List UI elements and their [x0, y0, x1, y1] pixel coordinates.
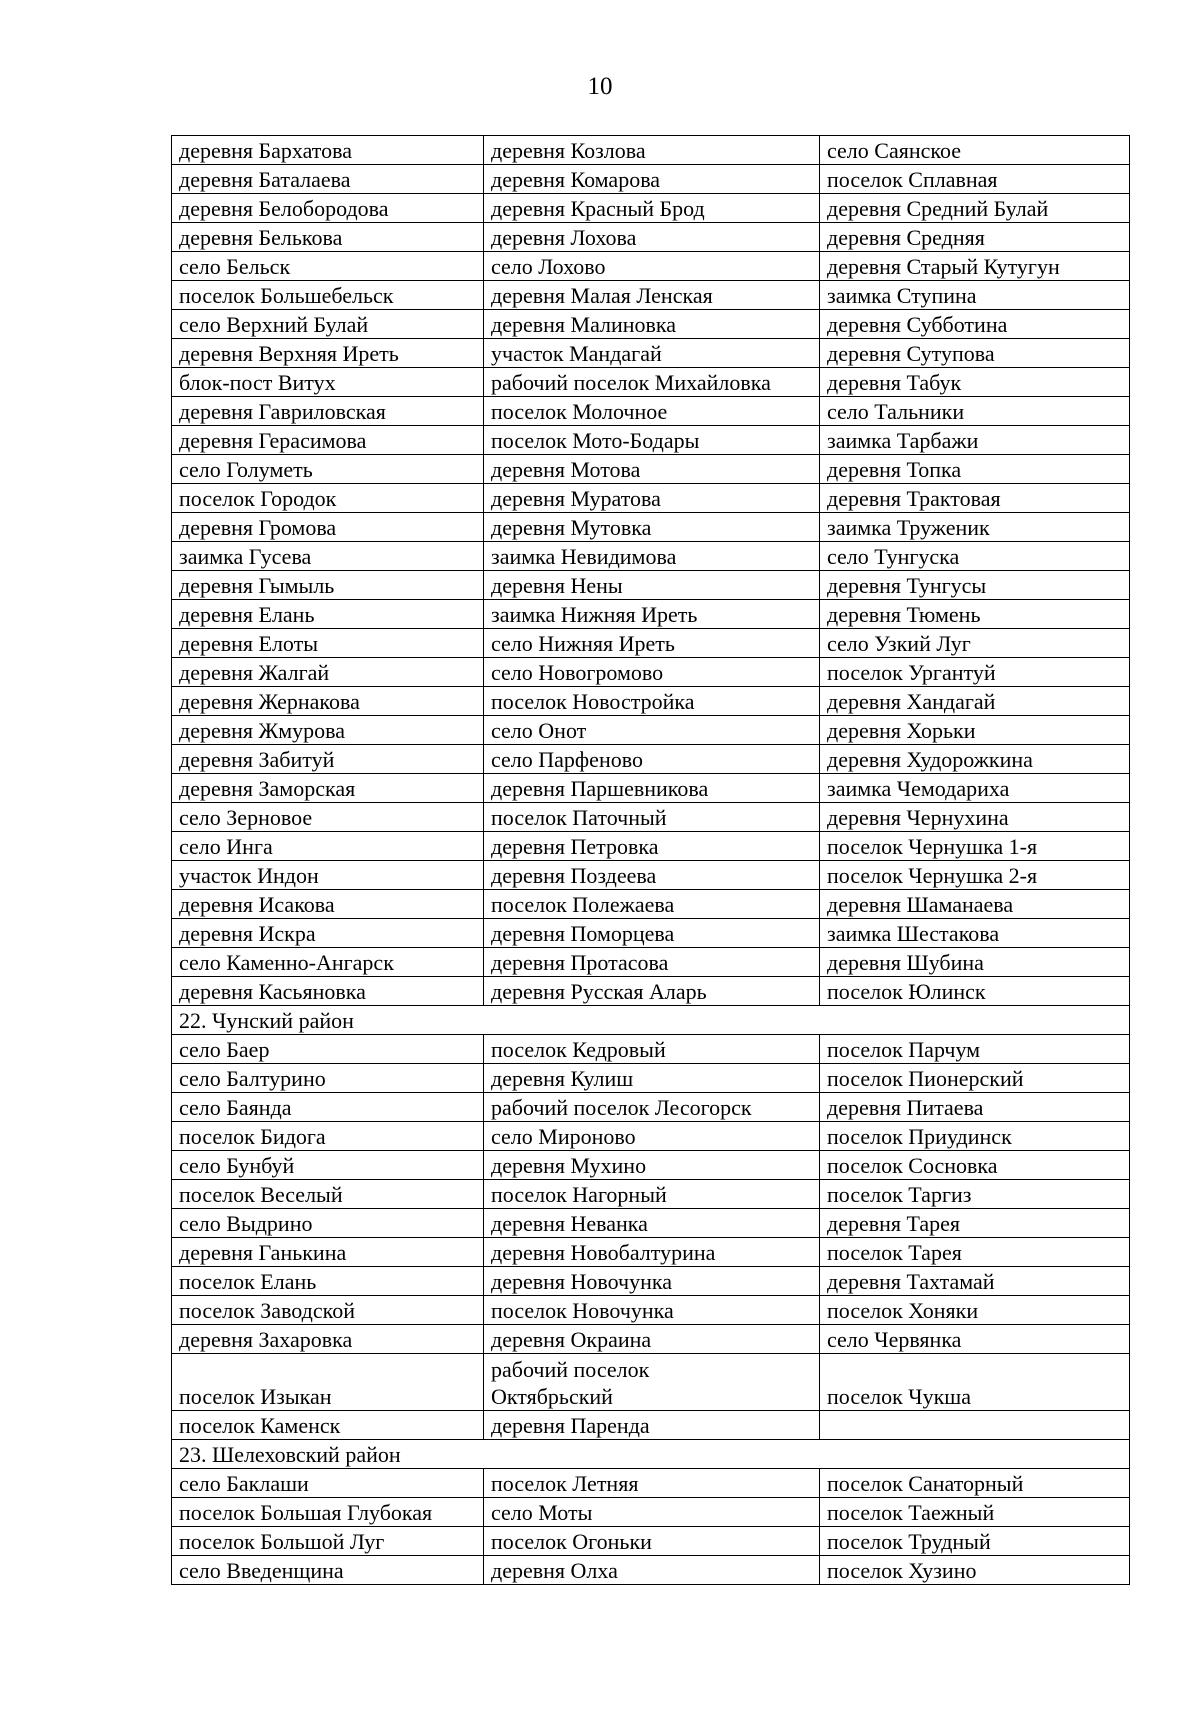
- table-cell: село Зерновое: [172, 803, 484, 832]
- table-cell: поселок Таежный: [820, 1498, 1130, 1527]
- table-cell: заимка Тарбажи: [820, 426, 1130, 455]
- table-cell: деревня Топка: [820, 455, 1130, 484]
- table-cell: село Каменно-Ангарск: [172, 948, 484, 977]
- table-row: [172, 194, 1130, 223]
- table-row: [172, 252, 1130, 281]
- table-cell: село Саянское: [820, 136, 1130, 165]
- table-cell: поселок Пионерский: [820, 1064, 1130, 1093]
- table-cell: село Новогромово: [484, 658, 820, 687]
- table-row: [172, 368, 1130, 397]
- table-cell: поселок Тарея: [820, 1238, 1130, 1267]
- table-cell: поселок Приудинск: [820, 1122, 1130, 1151]
- table-cell: деревня Искра: [172, 919, 484, 948]
- table-cell: поселок Полежаева: [484, 890, 820, 919]
- table-row: [172, 310, 1130, 339]
- table-cell: поселок Санаторный: [820, 1469, 1130, 1498]
- table-cell: поселок Огоньки: [484, 1527, 820, 1556]
- table-cell: поселок Мото-Бодары: [484, 426, 820, 455]
- table-cell: деревня Заморская: [172, 774, 484, 803]
- table-cell: деревня Паршевникова: [484, 774, 820, 803]
- table-cell: деревня Мотова: [484, 455, 820, 484]
- table-cell: село Выдрино: [172, 1209, 484, 1238]
- table-row: [172, 1411, 1130, 1440]
- table-cell: заимка Гусева: [172, 542, 484, 571]
- table-cell: деревня Малая Ленская: [484, 281, 820, 310]
- table-cell: деревня Гавриловская: [172, 397, 484, 426]
- table-cell: поселок Городок: [172, 484, 484, 513]
- table-row: [172, 745, 1130, 774]
- table-cell: деревня Трактовая: [820, 484, 1130, 513]
- table-row: [172, 1267, 1130, 1296]
- table-row: [172, 1325, 1130, 1354]
- table-cell: поселок Юлинск: [820, 977, 1130, 1006]
- table-cell: деревня Жалгай: [172, 658, 484, 687]
- table-cell: село Лохово: [484, 252, 820, 281]
- table-cell: заимка Шестакова: [820, 919, 1130, 948]
- table-cell: деревня Русская Аларь: [484, 977, 820, 1006]
- table-cell: деревня Олха: [484, 1556, 820, 1585]
- table-cell: деревня Баталаева: [172, 165, 484, 194]
- table-row: [172, 165, 1130, 194]
- table-cell: рабочий поселок Михайловка: [484, 368, 820, 397]
- table-row: [172, 1064, 1130, 1093]
- table-cell: блок-пост Витух: [172, 368, 484, 397]
- table-cell: село Нижняя Иреть: [484, 629, 820, 658]
- table-cell: поселок Кедровый: [484, 1035, 820, 1064]
- table-cell: село Бельск: [172, 252, 484, 281]
- table-cell: поселок Трудный: [820, 1527, 1130, 1556]
- table-cell: деревня Сутупова: [820, 339, 1130, 368]
- cell-line: рабочий поселок: [491, 1357, 650, 1382]
- table-cell: деревня Мухино: [484, 1151, 820, 1180]
- table-cell: рабочий поселок Лесогорск: [484, 1093, 820, 1122]
- table-cell: деревня Жернакова: [172, 687, 484, 716]
- section-header-row: [172, 1440, 1130, 1469]
- table-cell: деревня Захаровка: [172, 1325, 484, 1354]
- table-row: [172, 861, 1130, 890]
- table-cell: село Введенщина: [172, 1556, 484, 1585]
- table-cell: деревня Неванка: [484, 1209, 820, 1238]
- table-cell: деревня Бархатова: [172, 136, 484, 165]
- table-row: [172, 1093, 1130, 1122]
- table-cell: поселок Паточный: [484, 803, 820, 832]
- table-cell: село Тунгуска: [820, 542, 1130, 571]
- table-cell: деревня Хандагай: [820, 687, 1130, 716]
- table-row: [172, 1354, 1130, 1411]
- table-cell: деревня Муратова: [484, 484, 820, 513]
- table-row: [172, 397, 1130, 426]
- cell-line: Октябрьский: [491, 1384, 613, 1409]
- table-row: [172, 919, 1130, 948]
- table-cell: поселок Каменск: [172, 1411, 484, 1440]
- table-cell: село Бунбуй: [172, 1151, 484, 1180]
- table-row: [172, 339, 1130, 368]
- table-row: [172, 426, 1130, 455]
- table-cell: деревня Верхняя Иреть: [172, 339, 484, 368]
- table-cell: поселок Летняя: [484, 1469, 820, 1498]
- table-cell: деревня Герасимова: [172, 426, 484, 455]
- table-cell: деревня Средний Булай: [820, 194, 1130, 223]
- table-cell: деревня Нены: [484, 571, 820, 600]
- table-cell: заимка Нижняя Иреть: [484, 600, 820, 629]
- table-cell: деревня Чернухина: [820, 803, 1130, 832]
- table-cell: деревня Комарова: [484, 165, 820, 194]
- table-cell: деревня Кулиш: [484, 1064, 820, 1093]
- table-cell: деревня Лохова: [484, 223, 820, 252]
- table-row: [172, 687, 1130, 716]
- table-cell: деревня Хорьки: [820, 716, 1130, 745]
- table-cell: поселок Таргиз: [820, 1180, 1130, 1209]
- table-row: [172, 977, 1130, 1006]
- table-cell: село Голуметь: [172, 455, 484, 484]
- table-cell: поселок Большая Глубокая: [172, 1498, 484, 1527]
- table-row: [172, 1238, 1130, 1267]
- table-row: [172, 948, 1130, 977]
- table-cell: деревня Козлова: [484, 136, 820, 165]
- table-cell: деревня Забитуй: [172, 745, 484, 774]
- table-row: [172, 1122, 1130, 1151]
- table-cell: участок Индон: [172, 861, 484, 890]
- table-cell: поселок Изыкан: [172, 1354, 484, 1411]
- table-cell: село Парфеново: [484, 745, 820, 774]
- table-cell: село Онот: [484, 716, 820, 745]
- table-cell: деревня Окраина: [484, 1325, 820, 1354]
- table-cell: деревня Поморцева: [484, 919, 820, 948]
- table-cell: деревня Старый Кутугун: [820, 252, 1130, 281]
- table-cell: село Баянда: [172, 1093, 484, 1122]
- table-cell: село Червянка: [820, 1325, 1130, 1354]
- table-row: [172, 1498, 1130, 1527]
- table-cell: участок Мандагай: [484, 339, 820, 368]
- table-cell-empty: [820, 1411, 1130, 1440]
- table-cell: деревня Гымыль: [172, 571, 484, 600]
- table-row: [172, 774, 1130, 803]
- table-cell: деревня Тюмень: [820, 600, 1130, 629]
- table-cell: поселок Бидога: [172, 1122, 484, 1151]
- table-cell: деревня Мутовка: [484, 513, 820, 542]
- table-cell: село Моты: [484, 1498, 820, 1527]
- table-row: [172, 571, 1130, 600]
- table-cell: село Баер: [172, 1035, 484, 1064]
- table-cell: поселок Заводской: [172, 1296, 484, 1325]
- section-header-row: [172, 1006, 1130, 1035]
- table-row: [172, 542, 1130, 571]
- table-cell: поселок Сосновка: [820, 1151, 1130, 1180]
- table-cell: деревня Елань: [172, 600, 484, 629]
- table-cell: деревня Красный Брод: [484, 194, 820, 223]
- table-cell: деревня Средняя: [820, 223, 1130, 252]
- table-cell: поселок Большой Луг: [172, 1527, 484, 1556]
- table-row: [172, 455, 1130, 484]
- table-cell: поселок Ургантуй: [820, 658, 1130, 687]
- table-body-chunsky-tail: [172, 1354, 1130, 1469]
- table-row: [172, 1296, 1130, 1325]
- table-cell: поселок Чернушка 2-я: [820, 861, 1130, 890]
- table-row: [172, 1209, 1130, 1238]
- table-cell: заимка Ступина: [820, 281, 1130, 310]
- table-cell: поселок Молочное: [484, 397, 820, 426]
- table-row: [172, 484, 1130, 513]
- table-cell: деревня Паренда: [484, 1411, 820, 1440]
- table-row: [172, 1035, 1130, 1064]
- table-row: [172, 803, 1130, 832]
- table-cell: село Баклаши: [172, 1469, 484, 1498]
- table-cell: деревня Субботина: [820, 310, 1130, 339]
- table-cell: поселок Чукша: [820, 1354, 1130, 1411]
- page-number: 10: [587, 73, 613, 100]
- table-cell: село Тальники: [820, 397, 1130, 426]
- table-cell: поселок Хоняки: [820, 1296, 1130, 1325]
- table-row: [172, 658, 1130, 687]
- table-cell: поселок Нагорный: [484, 1180, 820, 1209]
- table-cell: поселок Хузино: [820, 1556, 1130, 1585]
- table-cell-multiline: [484, 1354, 820, 1411]
- table-cell: деревня Громова: [172, 513, 484, 542]
- table-cell: деревня Табук: [820, 368, 1130, 397]
- table-cell: поселок Сплавная: [820, 165, 1130, 194]
- table-cell: заимка Невидимова: [484, 542, 820, 571]
- table-cell: деревня Жмурова: [172, 716, 484, 745]
- table-cell: деревня Питаева: [820, 1093, 1130, 1122]
- table-cell: деревня Тарея: [820, 1209, 1130, 1238]
- table-cell: деревня Ганькина: [172, 1238, 484, 1267]
- table-cell: деревня Касьяновка: [172, 977, 484, 1006]
- table-cell: деревня Шаманаева: [820, 890, 1130, 919]
- table-row: [172, 629, 1130, 658]
- table-cell: село Инга: [172, 832, 484, 861]
- table-row: [172, 1527, 1130, 1556]
- table-row: [172, 600, 1130, 629]
- table-cell: деревня Тахтамай: [820, 1267, 1130, 1296]
- table-cell: село Балтурино: [172, 1064, 484, 1093]
- table-cell: поселок Новостройка: [484, 687, 820, 716]
- table-cell: поселок Елань: [172, 1267, 484, 1296]
- table-body-continued: [172, 136, 1130, 1006]
- table-row: [172, 281, 1130, 310]
- table-cell: деревня Протасова: [484, 948, 820, 977]
- table-cell: деревня Елоты: [172, 629, 484, 658]
- section-title-chunsky: 22. Чунский район: [172, 1006, 1130, 1035]
- table-cell: деревня Белькова: [172, 223, 484, 252]
- table-cell: деревня Поздеева: [484, 861, 820, 890]
- table-row: [172, 1469, 1130, 1498]
- table-row: [172, 716, 1130, 745]
- table-body-section-22: [172, 1006, 1130, 1035]
- table-cell: деревня Тунгусы: [820, 571, 1130, 600]
- table-body-chunsky: [172, 1035, 1130, 1354]
- table-cell: заимка Труженик: [820, 513, 1130, 542]
- table-cell: село Мироново: [484, 1122, 820, 1151]
- table-row: [172, 890, 1130, 919]
- table-cell: село Узкий Луг: [820, 629, 1130, 658]
- table-row: [172, 223, 1130, 252]
- table-cell: поселок Парчум: [820, 1035, 1130, 1064]
- table-cell: деревня Шубина: [820, 948, 1130, 977]
- table-row: [172, 832, 1130, 861]
- table-row: [172, 1556, 1130, 1585]
- table-cell: поселок Большебельск: [172, 281, 484, 310]
- table-row: [172, 1151, 1130, 1180]
- table-cell: поселок Чернушка 1-я: [820, 832, 1130, 861]
- table-cell: деревня Новочунка: [484, 1267, 820, 1296]
- settlements-table: [171, 135, 1130, 1585]
- table-cell: деревня Малиновка: [484, 310, 820, 339]
- table-cell: заимка Чемодариха: [820, 774, 1130, 803]
- table-row: [172, 1180, 1130, 1209]
- table-cell: поселок Новочунка: [484, 1296, 820, 1325]
- table-cell: деревня Петровка: [484, 832, 820, 861]
- table-cell: деревня Новобалтурина: [484, 1238, 820, 1267]
- table-cell: деревня Худорожкина: [820, 745, 1130, 774]
- table-row: [172, 136, 1130, 165]
- table-cell: деревня Исакова: [172, 890, 484, 919]
- table-cell: деревня Белобородова: [172, 194, 484, 223]
- table-cell: село Верхний Булай: [172, 310, 484, 339]
- section-title-shelekhovsky: 23. Шелеховский район: [172, 1440, 1130, 1469]
- table-body-shelekhovsky: [172, 1469, 1130, 1585]
- table-row: [172, 513, 1130, 542]
- table-cell: поселок Веселый: [172, 1180, 484, 1209]
